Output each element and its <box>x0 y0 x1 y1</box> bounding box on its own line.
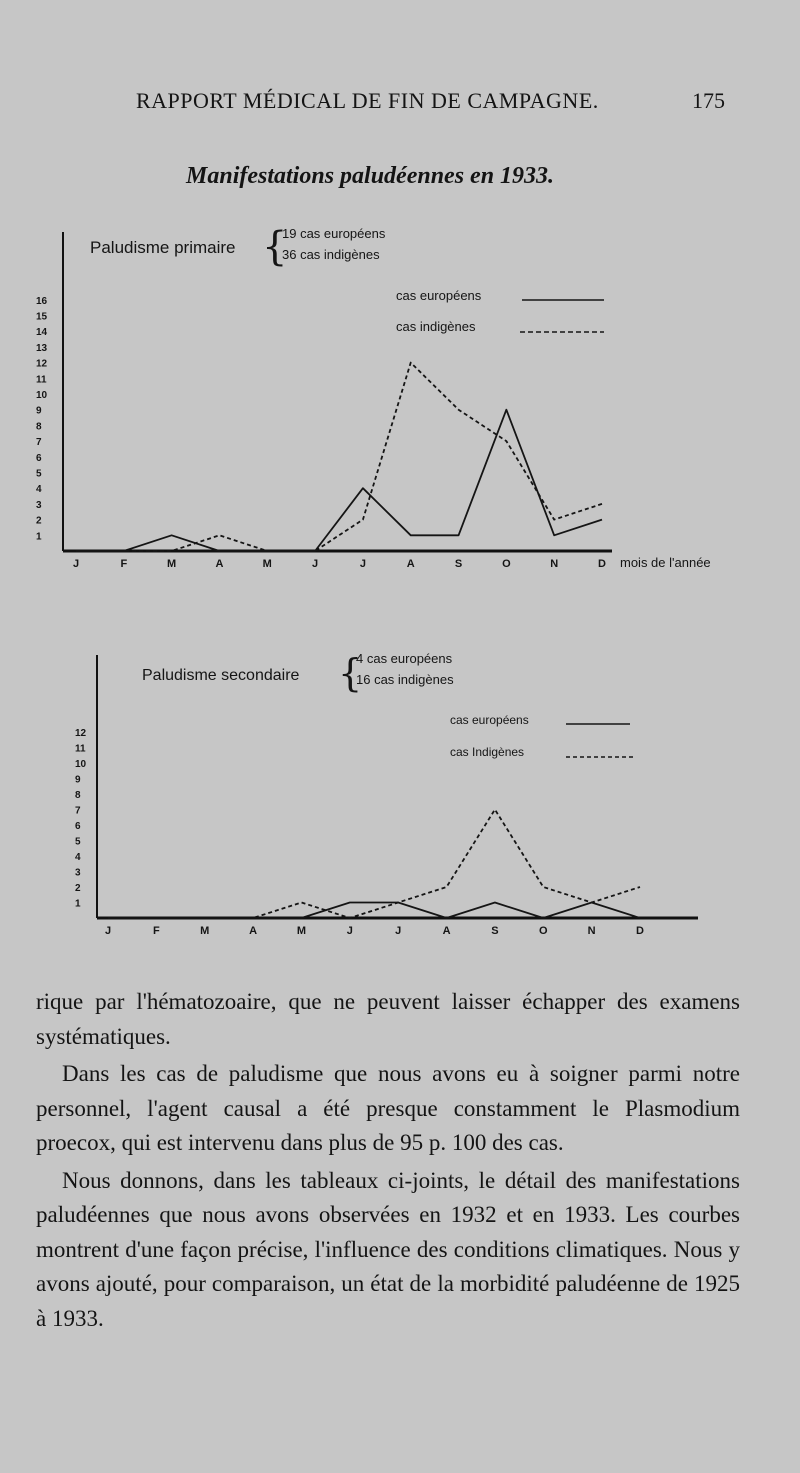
chart-paludisme-primaire <box>0 220 800 600</box>
x-tick-label: S <box>491 925 499 937</box>
x-tick-label: A <box>406 558 415 570</box>
brace-icon: { <box>262 224 288 270</box>
y-tick-label: 1 <box>75 898 81 910</box>
chart-title: Paludisme primaire <box>90 238 236 257</box>
figure-title: Manifestations paludéennes en 1933. <box>186 163 555 189</box>
y-tick-label: 5 <box>36 468 42 480</box>
title-note-europeens: 19 cas européens <box>282 226 386 241</box>
x-tick-labels <box>73 558 606 570</box>
series-line-indigenes <box>76 363 602 551</box>
legend-label-indigenes: cas Indigènes <box>450 745 525 759</box>
y-tick-label: 9 <box>36 405 42 417</box>
y-tick-label: 10 <box>75 759 87 770</box>
y-tick-label: 14 <box>36 327 48 339</box>
x-tick-label: D <box>636 925 644 937</box>
x-tick-label: M <box>262 558 272 570</box>
body-text <box>36 985 740 1339</box>
x-tick-label: D <box>598 558 606 570</box>
legend-label-europeens: cas européens <box>396 288 482 303</box>
y-tick-labels <box>75 728 87 910</box>
legend-label-indigenes: cas indigènes <box>396 319 476 334</box>
x-tick-label: A <box>249 925 258 937</box>
y-tick-label: 1 <box>36 531 42 543</box>
y-tick-label: 13 <box>36 342 48 354</box>
series-group <box>76 363 602 551</box>
chart-title: Paludisme secondaire <box>142 667 300 684</box>
series-group <box>108 810 640 919</box>
series-line-europeens <box>108 903 640 919</box>
x-tick-label: J <box>312 558 319 570</box>
y-tick-label: 7 <box>36 437 42 449</box>
x-tick-label: J <box>72 558 80 570</box>
y-tick-label: 6 <box>75 821 81 832</box>
page-number: 175 <box>692 88 725 113</box>
y-tick-label: 11 <box>36 374 47 386</box>
x-tick-label: S <box>454 558 463 570</box>
chart-axes <box>97 655 698 918</box>
paragraph: rique par l'hématozoaire, que ne peuvent laisser échapper des examens systématiques. <box>36 989 740 1049</box>
series-line-europeens <box>76 410 602 551</box>
y-tick-label: 2 <box>75 883 81 894</box>
x-tick-label: J <box>395 925 402 937</box>
x-tick-label: F <box>152 925 160 937</box>
y-tick-label: 10 <box>36 390 48 401</box>
x-tick-label: J <box>104 925 112 937</box>
legend-label-europeens: cas européens <box>450 713 529 727</box>
x-tick-labels <box>105 925 644 937</box>
x-tick-label: F <box>120 558 128 570</box>
title-note-indigenes: 16 cas indigènes <box>356 672 454 687</box>
y-tick-label: 16 <box>36 295 48 307</box>
y-tick-label: 8 <box>36 421 42 433</box>
x-tick-label: A <box>215 558 224 570</box>
y-tick-label: 8 <box>75 790 81 801</box>
y-tick-label: 15 <box>36 311 48 323</box>
x-tick-label: M <box>296 925 307 937</box>
x-tick-label: M <box>167 558 177 570</box>
x-tick-label: M <box>200 925 210 937</box>
chart-axes <box>63 232 612 551</box>
title-note-indigenes: 36 cas indigènes <box>282 247 380 262</box>
y-tick-label: 9 <box>75 774 81 786</box>
x-tick-label: O <box>502 558 511 570</box>
y-tick-label: 2 <box>36 515 42 527</box>
brace-icon: { <box>338 651 363 695</box>
legend <box>450 713 634 759</box>
y-tick-label: 12 <box>36 358 48 370</box>
title-note-europeens: 4 cas européens <box>356 651 453 666</box>
y-tick-label: 12 <box>75 728 87 739</box>
y-tick-label: 11 <box>75 743 86 755</box>
x-tick-label: J <box>346 925 353 937</box>
running-head: RAPPORT MÉDICAL DE FIN DE CAMPAGNE. <box>136 88 599 113</box>
y-tick-label: 4 <box>36 484 42 496</box>
legend <box>396 288 604 334</box>
chart-paludisme-secondaire <box>0 645 800 945</box>
y-tick-label: 3 <box>36 499 42 511</box>
x-tick-label: O <box>538 925 548 937</box>
y-tick-label: 7 <box>75 805 81 817</box>
y-tick-label: 6 <box>36 452 42 464</box>
x-tick-label: J <box>359 558 366 570</box>
x-axis-label: mois de l'année <box>620 555 711 570</box>
y-tick-label: 5 <box>75 836 81 848</box>
y-tick-labels <box>36 296 48 543</box>
x-tick-label: N <box>587 925 596 937</box>
paragraph: Dans les cas de paludisme que nous avons eu à soigner parmi notre personnel, l'agent causal a été presque constamment le Plasmodium proecox, qui est intervenu dans plus de 95 p. 100 des cas. <box>36 1061 740 1155</box>
paragraph: Nous donnons, dans les tableaux ci-joints, le détail des manifestations paludéennes que nous avons observées en 1932 et en 1933. Les courbes montrent d'une façon précise, l'influence des conditions climatiques. Nous y avons ajouté, pour comparaison, un état de la morbidité paludéenne de 1925 à 1933. <box>36 1167 740 1331</box>
y-tick-label: 4 <box>75 852 81 863</box>
y-tick-label: 3 <box>75 867 81 879</box>
x-tick-label: A <box>442 925 451 937</box>
x-tick-label: N <box>550 558 559 570</box>
